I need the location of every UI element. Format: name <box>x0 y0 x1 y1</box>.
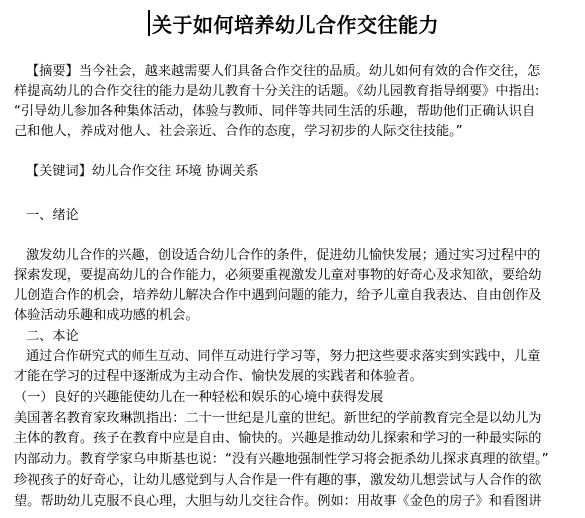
body-line[interactable]: 才能在学习的过程中逐渐成为主动合作、愉快发展的实践者和体验者。 <box>14 369 423 384</box>
section-heading-body[interactable]: 二、本论 <box>26 329 79 344</box>
subsection-heading[interactable]: （一）良好的兴趣能使幼儿在一种轻松和娱乐的心境中获得发展 <box>14 390 384 405</box>
abstract-line[interactable]: 己和他人，养成对他人、社会亲近、合作的态度，学习初步的人际交往技能。” <box>14 124 463 139</box>
abstract-line[interactable]: “引导幼儿参加各种集体活动，体验与教师、同伴等共同生活的乐趣，帮助他们正确认识自 <box>14 104 536 119</box>
section-heading-intro[interactable]: 一、绪论 <box>26 208 79 223</box>
abstract-line[interactable]: 【摘要】当今社会，越来越需要人们具备合作交往的品质。幼儿如何有效的合作交往，怎 <box>26 64 541 79</box>
subsection-line[interactable]: 内部动力。教育学家乌申斯基也说：“没有兴趣地强制性学习将会扼杀幼儿探求真理的欲望。” <box>14 452 549 467</box>
keywords-line[interactable]: 【关键词】幼儿合作交往 环境 协调关系 <box>26 164 259 179</box>
document-title[interactable]: 关于如何培养幼儿合作交往能力 <box>152 12 439 37</box>
intro-line[interactable]: 激发幼儿合作的兴趣，创设适合幼儿合作的条件，促进幼儿愉快发展；通过实习过程中的 <box>26 248 541 263</box>
subsection-line[interactable]: 望。帮助幼儿克服不良心理，大胆与幼儿交往合作。例如：用故事《金色的房子》和看图讲 <box>14 494 542 509</box>
title-row <box>148 8 439 38</box>
intro-line[interactable]: 儿创造合作的机会，培养幼儿解决合作中遇到问题的能力，给予儿童自我表达、自由创作及 <box>14 288 542 303</box>
subsection-line[interactable]: 美国著名教育家玫琳凯指出：二十一世纪是儿童的世纪。新世纪的学前教育完全是以幼儿为 <box>14 411 542 426</box>
abstract-line[interactable]: 样提高幼儿的合作交往的能力是幼儿教育十分关注的话题。《幼儿园教育指导纲要》中指出: <box>14 84 540 99</box>
intro-line[interactable]: 体验活动乐趣和成功感的机会。 <box>14 308 199 323</box>
body-line[interactable]: 通过合作研究式的师生互动、同伴互动进行学习等，努力把这些要求落实到实践中，儿童 <box>26 349 541 364</box>
intro-line[interactable]: 探索发现，要提高幼儿的合作能力，必须要重视激发儿童对事物的好奇心及求知欲，要给幼 <box>14 268 542 283</box>
subsection-line[interactable]: 珍视孩子的好奇心，让幼儿感觉到与人合作是一件有趣的事，激发幼儿想尝试与人合作的欲 <box>14 473 542 488</box>
subsection-line[interactable]: 主体的教育。孩子在教育中应是自由、愉快的。兴趣是推动幼儿探索和学习的一种最实际的 <box>14 431 542 446</box>
text-cursor <box>148 10 150 36</box>
